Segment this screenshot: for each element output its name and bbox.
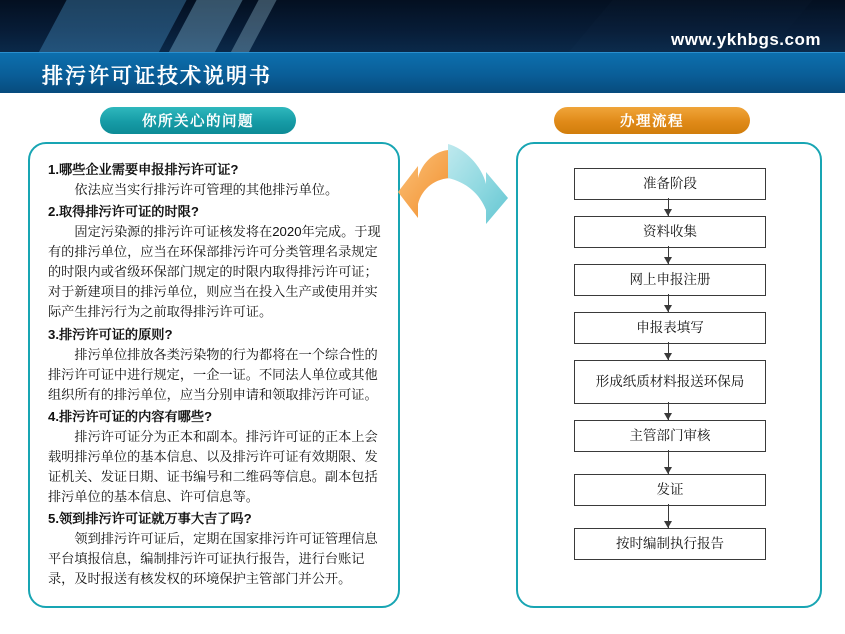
flow-node: 准备阶段: [574, 168, 766, 200]
flow-arrowhead-icon: [664, 353, 672, 360]
qa-answer: 固定污染源的排污许可证核发将在2020年完成。于现有的排污单位，应当在环保部排污许可分类管理名录规定的时限内或省级环保部门规定的时限内取得排污许可证；对于新建项目的排污单位，则应当在投入生产或使用并实际产生排污行为之前取得排污许可证。: [48, 224, 381, 320]
qa-question: 4.排污许可证的内容有哪些?: [48, 408, 213, 424]
flow-node: 按时编制执行报告: [574, 528, 766, 560]
flow-arrowhead-icon: [664, 305, 672, 312]
qa-answer: 领到排污许可证后，定期在国家排污许可证管理信息平台填报信息，编制排污许可证执行报告，进行台账记录，及时报送有核发权的环境保护主管部门并公开。: [48, 531, 378, 587]
flow-node: 形成纸质材料报送环保局: [574, 360, 766, 404]
flow-arrowhead-icon: [664, 209, 672, 216]
flow-node: 申报表填写: [574, 312, 766, 344]
qa-answer: 排污单位排放各类污染物的行为都将在一个综合性的排污许可证中进行规定，一企一证。不同法人单位或其他组织所有的排污单位，应当分别申请和领取排污许可证。: [48, 346, 378, 402]
qa-answer: 依法应当实行排污许可管理的其他排污单位。: [74, 182, 339, 198]
qa-question: 1.哪些企业需要申报排污许可证?: [48, 162, 239, 177]
qa-question: 3.排污许可证的原则?: [48, 326, 173, 342]
arrow-right-icon: [448, 144, 508, 224]
site-url: www.ykhbgs.com: [671, 30, 821, 49]
flow-node: 主管部门审核: [574, 420, 766, 452]
process-flow-panel: [516, 142, 822, 608]
ribbon-process-label: 办理流程: [620, 114, 684, 130]
ribbon-process: [554, 107, 750, 134]
qa-question: 2.取得排污许可证的时限?: [48, 204, 199, 220]
flow-arrowhead-icon: [664, 467, 672, 474]
flow-arrowhead-icon: [664, 413, 672, 420]
flow-node: 资料收集: [574, 216, 766, 248]
qa-question: 5.领到排污许可证就万事大吉了吗?: [48, 511, 252, 527]
flow-node: 网上申报注册: [574, 264, 766, 296]
flow-arrowhead-icon: [664, 257, 672, 264]
ribbon-questions-label: 你所关心的问题: [142, 114, 254, 130]
arrow-left-icon: [398, 150, 452, 218]
flow-chart: [518, 144, 820, 606]
qa-list: [48, 158, 382, 590]
questions-panel: [28, 142, 400, 608]
qa-answer: 排污许可证分为正本和副本。排污许可证的正本上会载明排污单位的基本信息、以及排污许可证有效期限、发证机关、发证日期、证书编号和二维码等信息。副本包括排污单位的基本信息、许可信息等。: [48, 428, 378, 504]
transition-arrows: [396, 140, 520, 270]
ribbon-questions: [100, 107, 296, 134]
flow-arrowhead-icon: [664, 521, 672, 528]
page-title: 排污许可证技术说明书: [42, 65, 272, 88]
flow-node: 发证: [574, 474, 766, 506]
